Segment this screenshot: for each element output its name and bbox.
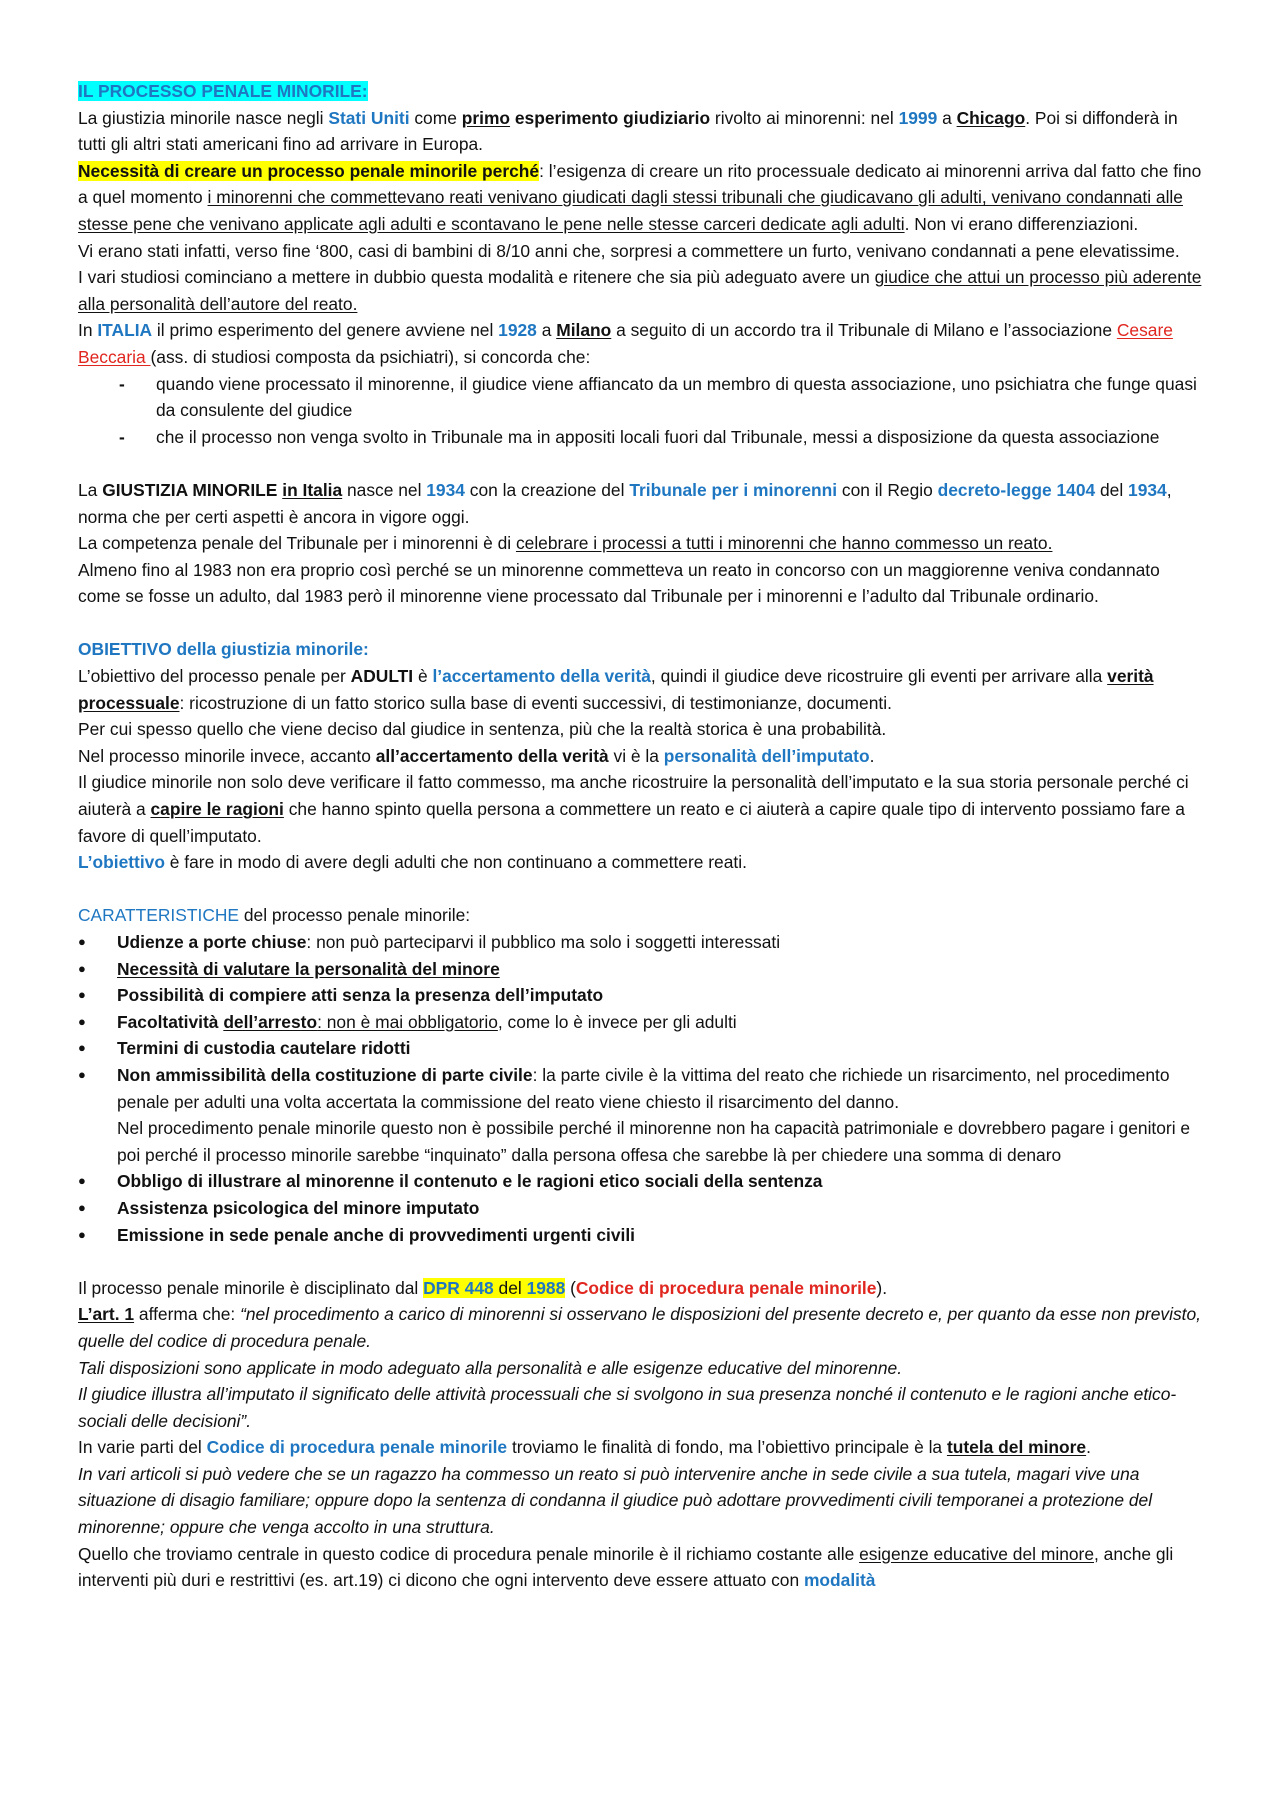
- list-item: ● Udienze a porte chiuse: non può parteciparvi il pubblico ma solo i soggetti interessati: [78, 929, 1202, 956]
- list-item: ● Emissione in sede penale anche di provvedimenti urgenti civili: [78, 1222, 1202, 1249]
- paragraph-art-1: L’art. 1 afferma che: “nel procedimento a carico di minorenni si osservano le disposizioni del presente decreto e, per quanto da esse non previsto, quelle del codice di procedura penale.: [78, 1304, 1201, 1351]
- list-item: ● Necessità di valutare la personalità del minore: [78, 956, 1202, 983]
- list-item: ● Obbligo di illustrare al minorenne il contenuto e le ragioni etico sociali della sentenza: [78, 1168, 1202, 1195]
- section-title-caratteristiche: CARATTERISTICHE del processo penale minorile:: [78, 905, 471, 926]
- paragraph-adulti: L’obiettivo del processo penale per ADULTI è l’accertamento della verità, quindi il giudice deve ricostruire gli eventi per arrivare alla verità processuale: ricostruzione di un fatto storico sulla base di eventi successivi, di testimonianze, documenti.: [78, 666, 1154, 713]
- list-item: - quando viene processato il minorenne, il giudice viene affiancato da un membro di questa associazione, uno psichiatra che funge quasi da consulente del giudice: [78, 371, 1202, 424]
- section-title-obiettivo: OBIETTIVO della giustizia minorile:: [78, 639, 369, 660]
- paragraph-codice-finalita: In varie parti del Codice di procedura penale minorile troviamo le finalità di fondo, ma l’obiettivo principale è la tutela del minore.: [78, 1437, 1091, 1458]
- paragraph-giustizia-1934: La GIUSTIZIA MINORILE in Italia nasce nel 1934 con la creazione del Tribunale per i minorenni con il Regio decreto-legge 1404 del 1934, norma che per certi aspetti è ancora in vigore oggi.: [78, 479, 1172, 527]
- paragraph-processo-minorile: Nel processo minorile invece, accanto all’accertamento della verità vi è la personalità dell’imputato.: [78, 745, 875, 766]
- paragraph-giudice-minorile: Il giudice minorile non solo deve verificare il fatto commesso, ma anche ricostruire la personalità dell’imputato e la sua storia personale perché ci aiuterà a capire le ragioni che hanno spinto quella persona a commettere un reato e ci aiuterà a capire quale tipo di intervento possiamo fare a favore di quell’imputato.: [78, 772, 1189, 846]
- list-item: ● Assistenza psicologica del minore imputato: [78, 1195, 1202, 1222]
- paragraph-probabilita: Per cui spesso quello che viene deciso dal giudice in sentenza, più che la realtà storica è una probabilità.: [78, 719, 887, 740]
- paragraph-1983: Almeno fino al 1983 non era proprio così perché se un minorenne commetteva un reato in concorso con un maggiorenne veniva condannato come se fosse un adulto, dal 1983 però il minorenne viene processato dal Tribunale per i minorenni e l’adulto dal Tribunale ordinario.: [78, 559, 1160, 607]
- list-item: - che il processo non venga svolto in Tribunale ma in appositi locali fuori dal Tribunale, messi a disposizione da questa associazione: [78, 424, 1202, 451]
- paragraph-necessity: Necessità di creare un processo penale minorile perché: l’esigenza di creare un rito processuale dedicato ai minorenni arriva dal fatto che fino a quel momento i minorenni che commettevano reati venivano giudicati dagli stessi tribunali che giudicavano gli adulti, venivano condannati alle stesse pene che venivano applicate agli adulti e scontavano le pene nelle stesse carceri dedicate agli adulti. Non vi erano differenziazioni.: [78, 160, 1202, 234]
- paragraph-obiettivo: L’obiettivo è fare in modo di avere degli adulti che non continuano a commettere reati.: [78, 852, 747, 873]
- paragraph-giudice-illustra: Il giudice illustra all’imputato il significato delle attività processuali che si svolgono in sua presenza nonché il contenuto e le ragioni anche etico-sociali delle decisioni”.: [78, 1384, 1177, 1431]
- paragraph-dpr-448: Il processo penale minorile è disciplinato dal DPR 448 del 1988 (Codice di procedura penale minorile).: [78, 1277, 888, 1298]
- dash-list-agreement: [78, 371, 1202, 451]
- bullet-list-caratteristiche: [78, 929, 1202, 1248]
- list-item: ● Facoltatività dell’arresto: non è mai obbligatorio, come lo è invece per gli adulti: [78, 1009, 1202, 1036]
- paragraph-disposizioni: Tali disposizioni sono applicate in modo adeguato alla personalità e alle esigenze educative del minorenne.: [78, 1357, 903, 1378]
- paragraph-vari-articoli: In vari articoli si può vedere che se un ragazzo ha commesso un reato si può intervenire anche in sede civile a sua tutela, magari vive una situazione di disagio familiare; oppure dopo la sentenza di condanna il giudice può adottare provvedimenti civili temporanei a protezione del minorenne; oppure che venga accolto in una struttura.: [78, 1463, 1153, 1538]
- paragraph-italy-1928: In ITALIA il primo esperimento del genere avviene nel 1928 a Milano a seguito di un accordo tra il Tribunale di Milano e l’associazione Cesare Beccaria (ass. di studiosi composta da psichiatri), si concorda che:: [78, 320, 1173, 367]
- paragraph-origins: La giustizia minorile nasce negli Stati Uniti come primo esperimento giudiziario rivolto ai minorenni: nel 1999 a Chicago. Poi si diffonderà in tutti gli altri stati americani fino ad arrivare in Europa.: [78, 107, 1178, 155]
- paragraph-esigenze-educative: Quello che troviamo centrale in questo codice di procedura penale minorile è il richiamo costante alle esigenze educative del minore, anche gli interventi più duri e restrittivi (es. art.19) ci dicono che ogni intervento deve essere attuato con modalità: [78, 1543, 1174, 1591]
- section-title-processo-penale: IL PROCESSO PENALE MINORILE:: [78, 81, 368, 101]
- paragraph-competenza: La competenza penale del Tribunale per i minorenni è di celebrare i processi a tutti i minorenni che hanno commesso un reato.: [78, 533, 1053, 554]
- list-item: ● Non ammissibilità della costituzione di parte civile: la parte civile è la vittima del reato che richiede un risarcimento, nel procedimento penale per adulti una volta accertata la commissione del reato viene chiesto il risarcimento del danno. Nel procedimento penale minorile questo non è possibile perché il minorenne non ha capacità patrimoniale e dovrebbero pagare i genitori e poi perché il processo minorile sarebbe “inquinato” dalla persona offesa che sarebbe là per chiedere una somma di denaro: [78, 1062, 1202, 1168]
- list-item: ● Possibilità di compiere atti senza la presenza dell’imputato: [78, 982, 1202, 1009]
- paragraph-historical-cases: Vi erano stati infatti, verso fine ‘800, casi di bambini di 8/10 anni che, sorpresi a commettere un furto, venivano condannati a pene elevatissime.: [78, 240, 1180, 261]
- paragraph-scholars: I vari studiosi cominciano a mettere in dubbio questa modalità e ritenere che sia più adeguato avere un giudice che attui un processo più aderente alla personalità dell’autore del reato.: [78, 267, 1202, 314]
- list-item: ● Termini di custodia cautelare ridotti: [78, 1035, 1202, 1062]
